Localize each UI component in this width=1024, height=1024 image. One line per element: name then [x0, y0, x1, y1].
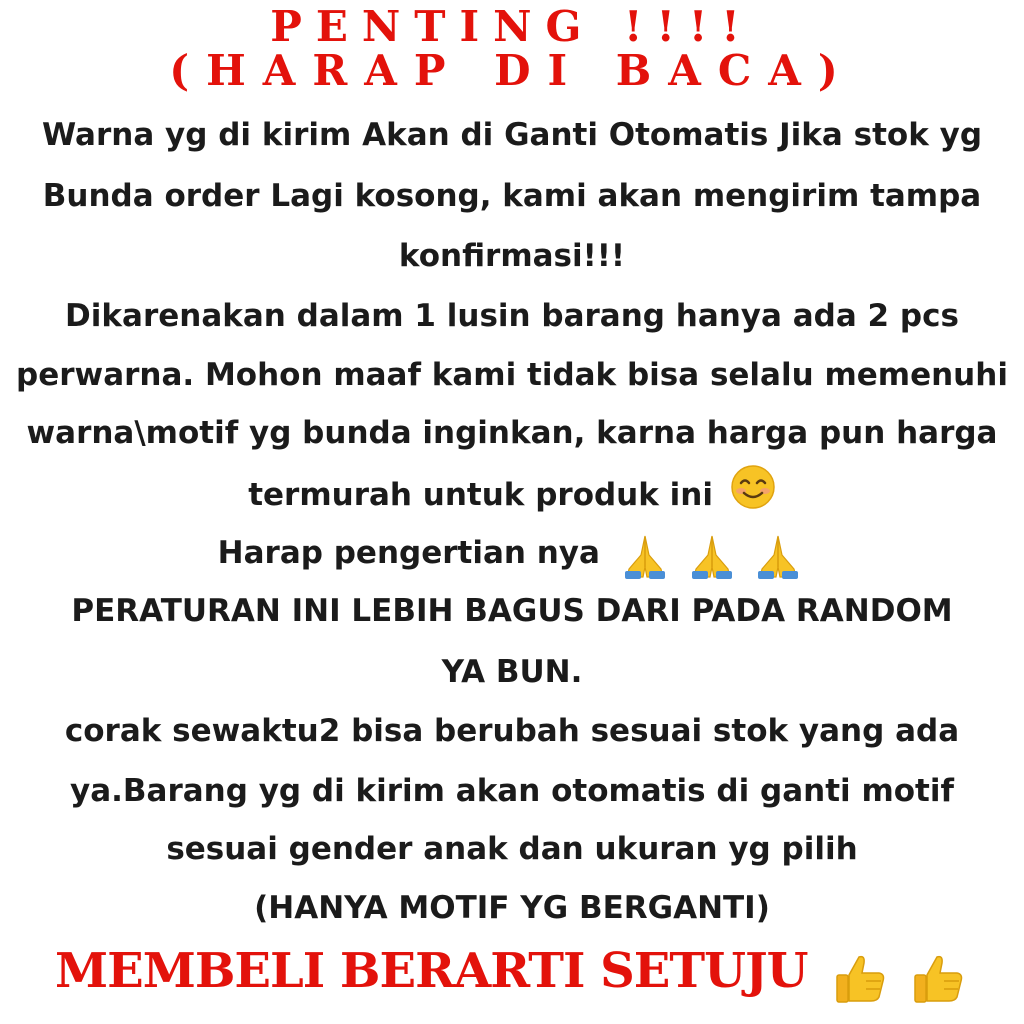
heading-please-read: (HARAP DI BACA) [169, 46, 855, 95]
body-line: warna\motif yg bunda inginkan, karna harga pun harga [26, 415, 998, 451]
footer-text: MEMBELI BERARTI SETUJU [55, 943, 808, 999]
folded-hands-group [617, 526, 807, 584]
body-line: ya.Barang yg di kirim akan otomatis di ganti motif [70, 773, 954, 809]
folded-hands-icon [621, 533, 669, 579]
body-line: (HANYA MOTIF YG BERGANTI) [254, 890, 770, 926]
smiling-face-icon [730, 464, 776, 529]
thumbs-up-group [829, 942, 969, 1008]
body-line: Dikarenakan dalam 1 lusin barang hanya ada 2 pcs [65, 298, 959, 334]
body-line-text: termurah untuk produk ini [248, 477, 713, 513]
body-line: sesuai gender anak dan ukuran yg pilih [166, 831, 858, 867]
body-line-with-emoji [0, 464, 1024, 529]
body-line-with-emoji [0, 524, 1024, 584]
body-line: perwarna. Mohon maaf kami tidak bisa selalu memenuhi [16, 357, 1008, 393]
heading-important: PENTING !!!! [270, 2, 754, 51]
folded-hands-icon [688, 533, 736, 579]
body-line: Warna yg di kirim Akan di Ganti Otomatis Jika stok yg [41, 117, 983, 153]
body-line: konfirmasi!!! [398, 238, 626, 274]
body-line: YA BUN. [441, 654, 583, 690]
body-line-text: Harap pengertian nya [217, 535, 600, 571]
body-line: corak sewaktu2 bisa berubah sesuai stok yang ada [64, 713, 960, 749]
body-line: PERATURAN INI LEBIH BAGUS DARI PADA RANDOM [71, 593, 953, 629]
body-line: Bunda order Lagi kosong, kami akan mengirim tampa [42, 178, 982, 214]
thumbs-up-icon [911, 951, 965, 1005]
folded-hands-icon [754, 533, 802, 579]
thumbs-up-icon [833, 951, 887, 1005]
footer-agreement [0, 938, 1024, 1008]
